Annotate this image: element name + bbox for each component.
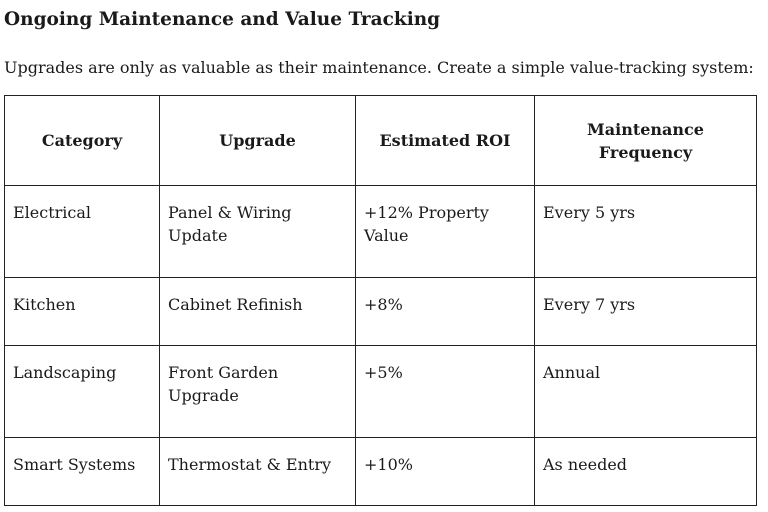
cell-maintenance-frequency: Annual bbox=[535, 346, 757, 438]
cell-maintenance-frequency: Every 7 yrs bbox=[535, 278, 757, 346]
cell-maintenance-frequency: Every 5 yrs bbox=[535, 186, 757, 278]
cell-upgrade: Front Garden Upgrade bbox=[160, 346, 356, 438]
intro-paragraph: Upgrades are only as valuable as their maintenance. Create a simple value-tracking system: bbox=[4, 58, 754, 77]
cell-upgrade: Cabinet Refinish bbox=[160, 278, 356, 346]
table-row bbox=[5, 278, 757, 346]
cell-maintenance-frequency: As needed bbox=[535, 438, 757, 506]
cell-estimated-roi: +5% bbox=[356, 346, 535, 438]
cell-estimated-roi: +8% bbox=[356, 278, 535, 346]
cell-category: Electrical bbox=[5, 186, 160, 278]
cell-category: Smart Systems bbox=[5, 438, 160, 506]
header-upgrade: Upgrade bbox=[160, 96, 356, 186]
cell-estimated-roi: +12% Property Value bbox=[356, 186, 535, 278]
cell-category: Kitchen bbox=[5, 278, 160, 346]
cell-upgrade: Thermostat & Entry bbox=[160, 438, 356, 506]
section-heading: Ongoing Maintenance and Value Tracking bbox=[4, 9, 441, 30]
value-tracking-table bbox=[4, 95, 757, 506]
table-row bbox=[5, 438, 757, 506]
header-maintenance-frequency: Maintenance Frequency bbox=[535, 96, 757, 186]
table-row bbox=[5, 186, 757, 278]
cell-estimated-roi: +10% bbox=[356, 438, 535, 506]
table-header-row bbox=[5, 96, 757, 186]
header-category: Category bbox=[5, 96, 160, 186]
table-row bbox=[5, 346, 757, 438]
header-estimated-roi: Estimated ROI bbox=[356, 96, 535, 186]
cell-upgrade: Panel & Wiring Update bbox=[160, 186, 356, 278]
cell-category: Landscaping bbox=[5, 346, 160, 438]
